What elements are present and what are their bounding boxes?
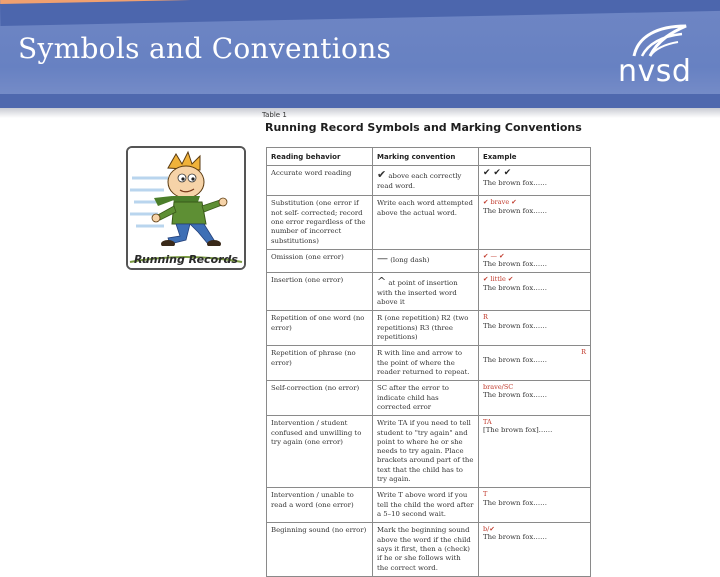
convention-cell: Write each word attempted above the actual word.: [373, 196, 479, 250]
running-boy-illustration: [128, 148, 244, 268]
example-text: The brown fox……: [483, 533, 548, 542]
example-text: The brown fox……: [483, 260, 548, 269]
check-icon: ✔: [377, 168, 387, 182]
example-cell: [479, 273, 591, 311]
example-text: The brown fox……: [483, 356, 548, 365]
behavior-cell: Substitution (one error if not self- corrected; record one error regardless of the number of incorrect substitutions): [267, 196, 373, 250]
convention-text: above each correctly read word.: [377, 172, 462, 190]
table-row: [267, 166, 591, 196]
convention-cell: [373, 166, 479, 196]
table-row: [267, 523, 591, 577]
example-text: [The brown fox]……: [483, 426, 553, 435]
table-row: [267, 196, 591, 250]
example-marks: ✔ little ✔: [483, 275, 514, 284]
table-title: Running Record Symbols and Marking Conventions: [265, 121, 582, 134]
table-row: [267, 250, 591, 273]
table-row: [267, 488, 591, 523]
example-marks: R: [581, 348, 586, 357]
example-marks: T: [483, 490, 488, 499]
marking-conventions-table: [266, 147, 591, 577]
long-dash-icon: —: [377, 252, 388, 265]
behavior-cell: Omission (one error): [267, 250, 373, 273]
slide-header: [0, 0, 720, 112]
example-text: The brown fox……: [483, 206, 548, 215]
behavior-cell: Repetition of phrase (no error): [267, 346, 373, 381]
example-marks: ✔ brave ✔: [483, 198, 517, 207]
example-cell: [479, 196, 591, 250]
behavior-cell: Accurate word reading: [267, 166, 373, 196]
convention-cell: Write TA if you need to tell student to "try again" and point to where he or she needs to try again. Place brackets around part of the text that the child has to try again.: [373, 416, 479, 488]
convention-cell: R with line and arrow to the point of where the reader returned to repeat.: [373, 346, 479, 381]
column-header: Reading behavior: [267, 148, 373, 166]
column-header: Example: [479, 148, 591, 166]
example-text: The brown fox……: [483, 283, 548, 292]
header-shadow: [0, 108, 720, 118]
behavior-cell: Intervention / unable to read a word (one error): [267, 488, 373, 523]
running-records-clipart: [126, 146, 246, 270]
example-cell: [479, 381, 591, 416]
example-text: The brown fox……: [483, 391, 548, 400]
behavior-cell: Repetition of one word (no error): [267, 311, 373, 346]
example-marks: ✔ — ✔: [483, 252, 505, 260]
example-marks: brave/SC: [483, 383, 514, 392]
convention-cell: SC after the error to indicate child has corrected error: [373, 381, 479, 416]
example-marks: TA: [483, 418, 492, 427]
convention-cell: R (one repetition) R2 (two repetitions) R3 (three repetitions): [373, 311, 479, 346]
example-cell: [479, 166, 591, 196]
behavior-cell: Insertion (one error): [267, 273, 373, 311]
table-label: Table 1: [262, 111, 287, 119]
behavior-cell: Beginning sound (no error): [267, 523, 373, 577]
behavior-cell: Self-correction (no error): [267, 381, 373, 416]
brand-logo-text: nvsd: [618, 54, 692, 89]
example-text: The brown fox……: [483, 321, 548, 330]
example-cell: [479, 488, 591, 523]
example-marks: ✔ ✔ ✔: [483, 168, 512, 179]
table-row: [267, 273, 591, 311]
convention-cell: [373, 250, 479, 273]
example-marks: b/✔: [483, 525, 495, 534]
example-text: The brown fox……: [483, 498, 548, 507]
example-cell: [479, 523, 591, 577]
example-cell: [479, 311, 591, 346]
example-cell: [479, 250, 591, 273]
table-row: [267, 381, 591, 416]
example-cell: [479, 416, 591, 488]
convention-cell: Write T above word if you tell the child the word after a 5–10 second wait.: [373, 488, 479, 523]
behavior-cell: Intervention / student confused and unwilling to try again (one error): [267, 416, 373, 488]
table-row: [267, 416, 591, 488]
convention-cell: [373, 273, 479, 311]
example-text: The brown fox……: [483, 179, 548, 188]
header-blue-stripe: [0, 0, 720, 26]
example-marks: R: [483, 313, 488, 322]
slide-title: Symbols and Conventions: [18, 32, 392, 65]
caret-icon: ^: [377, 275, 387, 289]
table-header-row: [267, 148, 591, 166]
convention-text: (long dash): [390, 256, 430, 264]
table-row: [267, 311, 591, 346]
column-header: Marking convention: [373, 148, 479, 166]
convention-cell: Mark the beginning sound above the word if the child says it first, then a (check) if he or she follows with the correct word.: [373, 523, 479, 577]
example-cell: [479, 346, 591, 381]
clipart-caption: Running Records: [134, 253, 238, 266]
table-row: [267, 346, 591, 381]
convention-text: at point of insertion with the inserted word above it: [377, 279, 458, 307]
